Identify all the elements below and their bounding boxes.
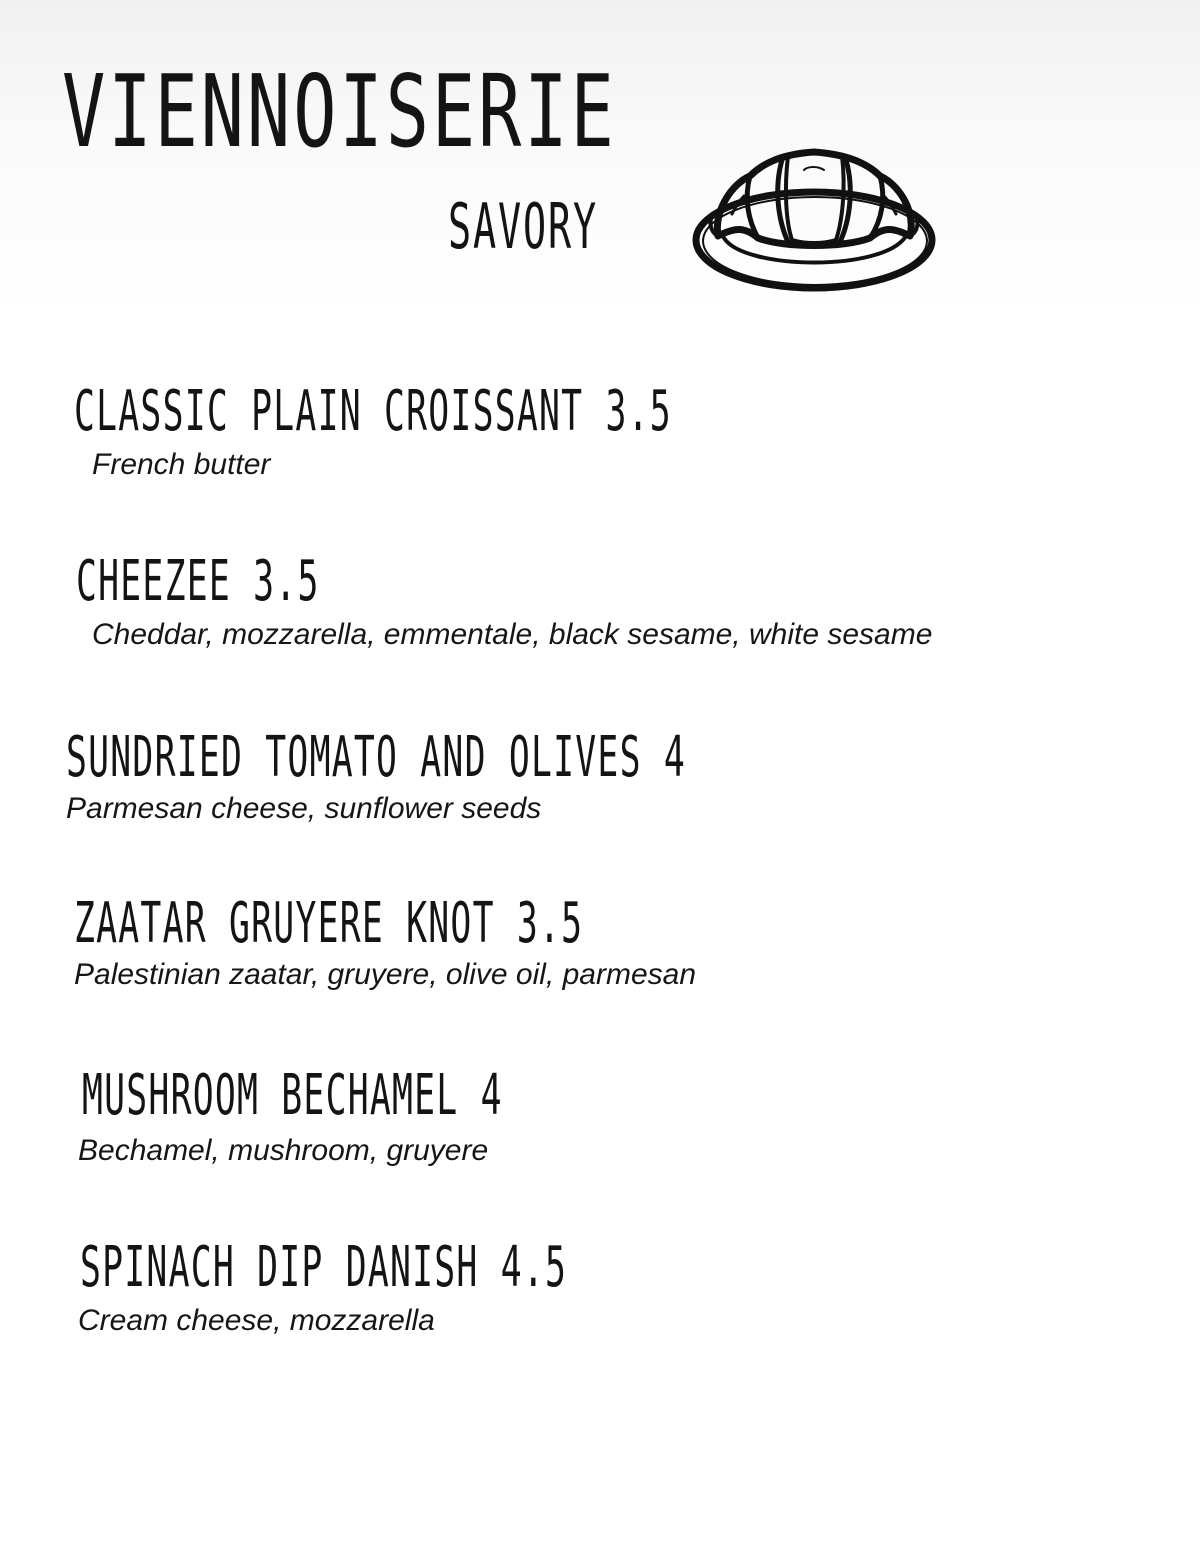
- menu-item-description: Palestinian zaatar, gruyere, olive oil, parmesan: [74, 958, 697, 991]
- menu-item: [0, 725, 1180, 825]
- menu-item-price: 3.5: [605, 379, 672, 444]
- menu-subtitle: SAVORY: [448, 190, 599, 263]
- menu-item-heading: [74, 891, 760, 956]
- menu-item-heading: [80, 1235, 762, 1300]
- menu-item-price: 4.5: [500, 1235, 568, 1300]
- menu-item-name: SPINACH DIP DANISH: [80, 1235, 479, 1300]
- menu-item-price: 4: [480, 1063, 503, 1128]
- menu-item-heading: [76, 549, 760, 614]
- menu-item-name: CLASSIC PLAIN CROISSANT: [74, 379, 584, 444]
- menu-item: [0, 379, 1180, 481]
- menu-item-name: ZAATAR GRUYERE KNOT: [74, 891, 495, 956]
- menu-item-description: Bechamel, mushroom, gruyere: [78, 1134, 489, 1167]
- menu-item: [0, 1063, 1180, 1167]
- menu-item-heading: [82, 1063, 763, 1128]
- menu-item-heading: [66, 725, 757, 790]
- menu-item-name: MUSHROOM BECHAMEL: [82, 1063, 459, 1128]
- menu-item-description: Parmesan cheese, sunflower seeds: [66, 792, 542, 825]
- menu-item: [0, 891, 1180, 991]
- menu-item: [0, 549, 1180, 651]
- menu-item-name: SUNDRIED TOMATO AND OLIVES: [66, 725, 642, 790]
- menu-item-description: Cheddar, mozzarella, emmentale, black sesame, white sesame: [92, 618, 933, 651]
- menu-item-price: 4: [663, 725, 687, 790]
- menu-item-description: French butter: [92, 448, 271, 481]
- menu-item-name: CHEEZEE: [76, 549, 232, 614]
- menu-title: VIENNOISERIE: [62, 53, 617, 170]
- menu-item-price: 3.5: [516, 891, 584, 956]
- menu-item-description: Cream cheese, mozzarella: [78, 1304, 435, 1337]
- menu-item: [0, 1235, 1180, 1337]
- menu-item-heading: [74, 379, 760, 444]
- menu-item-price: 3.5: [253, 549, 320, 614]
